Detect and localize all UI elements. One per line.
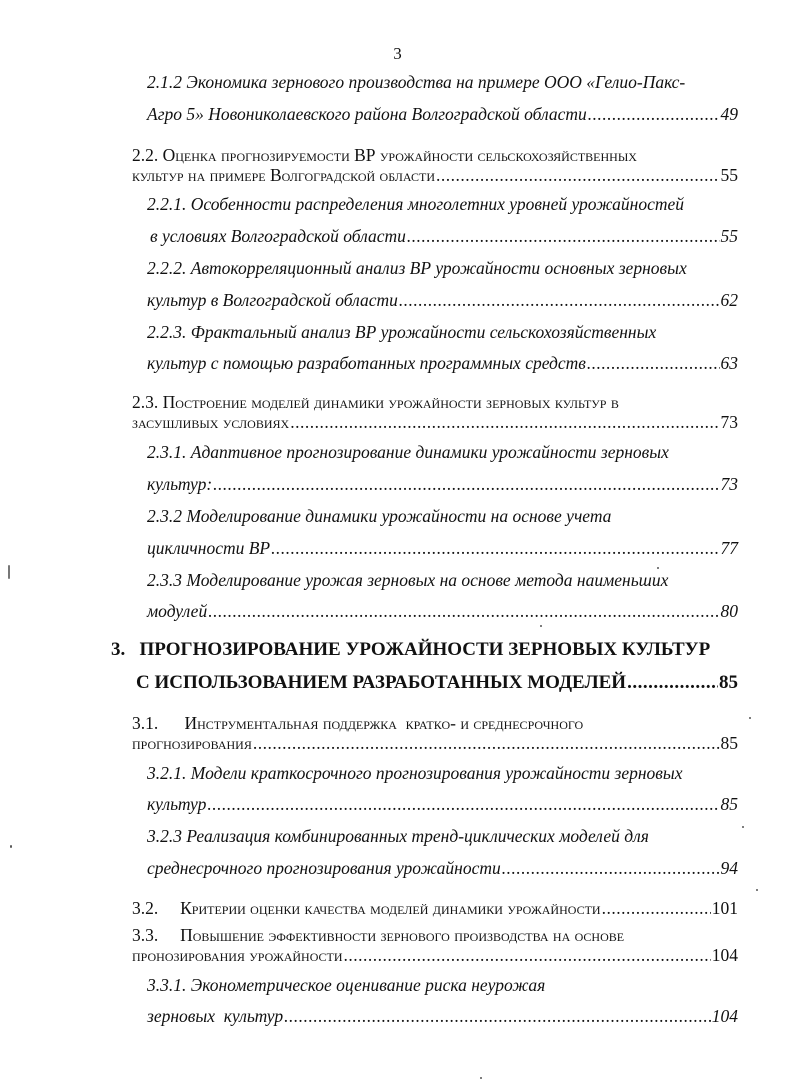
leader-dots [290, 412, 719, 432]
chapter-title-line2 [136, 673, 738, 693]
toc-entry-title: культур: [147, 474, 213, 494]
toc-page-number: 73 [720, 474, 738, 494]
scan-speck [657, 567, 659, 569]
leader-dots [271, 538, 719, 558]
toc-page-number: 94 [720, 858, 738, 878]
toc-entry-title-line1: 2.2.1. Особенности распределения многолетних уровней урожайностей [147, 194, 684, 214]
toc-entry-title: в условиях Волгоградской области [150, 226, 406, 246]
scan-speck [749, 717, 751, 719]
leader-dots [344, 945, 711, 965]
toc-entry-title-line2 [132, 165, 738, 185]
page-number: 3 [393, 44, 402, 63]
leader-dots [407, 226, 720, 246]
scan-speck [8, 565, 10, 579]
toc-entry-title-line2 [132, 733, 738, 753]
chapter-title-line1: 3. ПРОГНОЗИРОВАНИЕ УРОЖАЙНОСТИ ЗЕРНОВЫХ КУЛЬТУР [111, 639, 711, 660]
toc-page-number: 104 [711, 1006, 738, 1026]
toc-entry-title-line1: 2.3.1. Адаптивное прогнозирование динамики урожайности зерновых [147, 442, 669, 462]
toc-entry-title-line2 [147, 104, 738, 124]
leader-dots [399, 290, 720, 310]
toc-page-number: 80 [720, 601, 738, 621]
toc-entry-title: 3.2. Критерии оценки качества моделей динамики урожайности [132, 898, 601, 918]
toc-entry-title-line2 [132, 945, 738, 965]
toc-page-number: 55 [720, 165, 738, 185]
leader-dots [602, 898, 711, 918]
leader-dots [502, 858, 720, 878]
toc-entry-title-line2 [147, 794, 738, 814]
toc-entry-title-line1: 3.1. Инструментальная поддержка кратко- и среднесрочного [132, 713, 584, 733]
toc-entry-title: культур на примере Волгоградской области [132, 165, 435, 185]
toc-entry-title: прогнозирования [132, 733, 252, 753]
leader-dots [207, 794, 719, 814]
toc-page-number: 85 [719, 672, 738, 693]
toc-entry-title-line2 [147, 290, 738, 310]
toc-page-number: 73 [720, 412, 738, 432]
toc-entry-title: зерновых культур [147, 1006, 284, 1026]
toc-entry-title: культур в Волгоградской области [147, 290, 398, 310]
toc-entry-title-line2 [147, 601, 738, 621]
leader-dots [588, 104, 720, 124]
toc-entry-title: культур с помощью разработанных программных средств [147, 353, 586, 373]
leader-dots [627, 673, 718, 693]
toc-entry-title-line1: 3.3.1. Эконометрическое оценивание риска неурожая [147, 975, 546, 995]
scan-speck [756, 889, 758, 891]
toc-page-number: 49 [720, 104, 738, 124]
toc-entry-title-line2 [147, 353, 738, 373]
toc-entry-title: среднесрочного прогнозирования урожайности [147, 858, 501, 878]
scan-speck [540, 625, 542, 627]
scan-speck [10, 845, 12, 848]
toc-page-number: 77 [720, 538, 738, 558]
leader-dots [587, 353, 720, 373]
toc-entry-title-line2 [150, 226, 738, 246]
leader-dots [253, 733, 720, 753]
toc-entry-title: модулей [147, 601, 208, 621]
toc-page-number: 62 [720, 290, 738, 310]
toc-entry-title-line1: 2.3.2 Моделирование динамики урожайности на основе учета [147, 506, 612, 526]
toc-entry-title-line1: 3.2.3 Реализация комбинированных тренд-циклических моделей для [147, 826, 649, 846]
toc-entry-title-line1: 2.3.3 Моделирование урожая зерновых на основе метода наименьших [147, 570, 669, 590]
toc-entry-title-line1 [132, 898, 738, 918]
toc-page-number: 101 [711, 898, 738, 918]
leader-dots [208, 601, 719, 621]
scan-speck [742, 826, 744, 828]
scan-speck [480, 1077, 482, 1079]
toc-entry-title-line1: 2.1.2 Экономика зернового производства на примере ООО «Гелио-Пакс- [147, 72, 686, 92]
toc-entry-title-line1: 2.2.3. Фрактальный анализ ВР урожайности сельскохозяйственных [147, 322, 657, 342]
leader-dots [213, 474, 719, 494]
toc-entry-title: пронозирования урожайности [132, 945, 343, 965]
toc-page-number: 63 [720, 353, 738, 373]
toc-entry-title-line2 [132, 412, 738, 432]
toc-page-number: 85 [720, 733, 738, 753]
toc-page-number: 55 [720, 226, 738, 246]
toc-entry-title-line2 [147, 1006, 738, 1026]
toc-page-number: 85 [720, 794, 738, 814]
toc-entry-title-line1: 2.2.2. Автокорреляционный анализ ВР урожайности основных зерновых [147, 258, 687, 278]
leader-dots [284, 1006, 711, 1026]
leader-dots [436, 165, 720, 185]
toc-entry-title-line1: 2.2. Оценка прогнозируемости ВР урожайности сельскохозяйственных [132, 145, 637, 165]
toc-entry-title-line1: 3.2.1. Модели краткосрочного прогнозирования урожайности зерновых [147, 763, 683, 783]
toc-entry-title: Агро 5» Новониколаевского района Волгоградской области [147, 104, 587, 124]
toc-entry-title-line1: 3.3. Повышение эффективности зернового производства на основе [132, 925, 625, 945]
toc-entry-title-line2 [147, 474, 738, 494]
chapter-title: С ИСПОЛЬЗОВАНИЕМ РАЗРАБОТАННЫХ МОДЕЛЕЙ [136, 672, 627, 693]
toc-page-number: 104 [711, 945, 738, 965]
toc-entry-title-line2 [147, 858, 738, 878]
toc-entry-title: засушливых условиях [132, 412, 290, 432]
toc-entry-title: культур [147, 794, 207, 814]
toc-entry-title: цикличности ВР [147, 538, 271, 558]
toc-entry-title-line2 [147, 538, 738, 558]
toc-entry-title-line1: 2.3. Построение моделей динамики урожайности зерновых культур в [132, 392, 619, 412]
